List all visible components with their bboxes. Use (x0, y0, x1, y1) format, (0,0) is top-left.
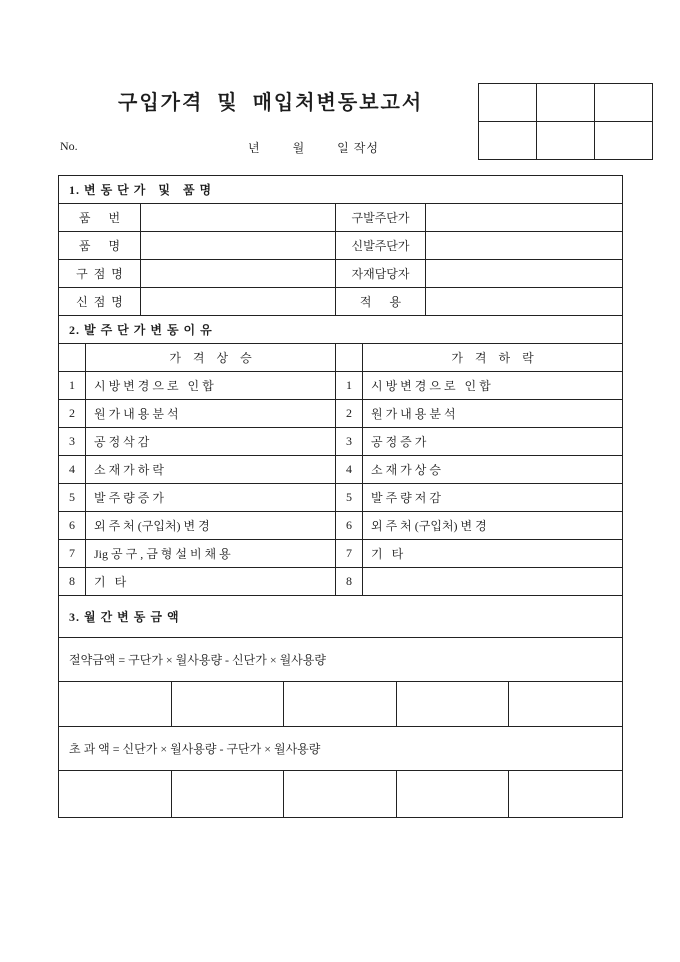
reason-number: 2 (59, 400, 86, 428)
reason-number: 1 (336, 372, 363, 400)
date-line: 년 월 일 작성 (248, 141, 379, 155)
reason-number: 3 (59, 428, 86, 456)
number-cell (336, 344, 363, 372)
reason-number: 4 (336, 456, 363, 484)
field-label: 자재담당자 (336, 260, 426, 288)
approval-cell (595, 122, 653, 160)
amount-cell (397, 682, 509, 727)
saving-amount-row (59, 682, 623, 727)
reason-row (59, 372, 623, 400)
section2-heading: 2. 발 주 단 가 변 동 이 유 (59, 316, 623, 344)
field-row (59, 260, 623, 288)
saving-formula-row (59, 638, 623, 682)
field-value-cell (426, 204, 623, 232)
reason-text: 공 정 증 가 (363, 428, 623, 456)
reason-text: 원 가 내 용 분 석 (363, 400, 623, 428)
reason-number: 2 (336, 400, 363, 428)
excess-formula-row (59, 727, 623, 771)
reason-text: 기 타 (86, 568, 336, 596)
reason-text: 외 주 처 (구입처) 변 경 (363, 512, 623, 540)
reason-text: 소 재 가 하 락 (86, 456, 336, 484)
section3-heading: 3. 월 간 변 동 금 액 (59, 596, 623, 638)
amount-cell (509, 682, 623, 727)
field-value-cell (141, 288, 336, 316)
field-value-cell (141, 260, 336, 288)
field-label: 품 번 (59, 204, 141, 232)
field-row (59, 204, 623, 232)
reason-number: 7 (336, 540, 363, 568)
number-cell (59, 344, 86, 372)
approval-cell (479, 84, 537, 122)
field-value-cell (141, 232, 336, 260)
field-value-cell (426, 260, 623, 288)
reason-text: 시 방 변 경 으 로 인 합 (86, 372, 336, 400)
reason-row (59, 428, 623, 456)
reason-text: 발 주 량 증 가 (86, 484, 336, 512)
reason-row (59, 484, 623, 512)
reason-number: 8 (336, 568, 363, 596)
reason-text: 발 주 량 저 감 (363, 484, 623, 512)
field-value-cell (426, 288, 623, 316)
price-increase-header: 가 격 상 승 (86, 344, 336, 372)
reason-text (363, 568, 623, 596)
approval-cell (595, 84, 653, 122)
field-label: 적 용 (336, 288, 426, 316)
reason-text: 공 정 삭 감 (86, 428, 336, 456)
amount-cell (59, 771, 172, 818)
saving-formula: 절약금액 = 구단가 × 월사용량 - 신단가 × 월사용량 (59, 638, 623, 682)
reason-row (59, 400, 623, 428)
reason-row (59, 540, 623, 568)
main-form (58, 175, 622, 818)
reason-number: 6 (336, 512, 363, 540)
reason-number: 5 (336, 484, 363, 512)
reason-row (59, 512, 623, 540)
reason-number: 8 (59, 568, 86, 596)
excess-amount-row (59, 771, 623, 818)
reason-table (58, 315, 623, 596)
section2-heading-row (59, 316, 623, 344)
field-row (59, 288, 623, 316)
price-decrease-header: 가 격 하 락 (363, 344, 623, 372)
field-label: 구발주단가 (336, 204, 426, 232)
reason-number: 6 (59, 512, 86, 540)
reason-row (59, 568, 623, 596)
field-value-cell (141, 204, 336, 232)
reason-text: 외 주 처 (구입처) 변 경 (86, 512, 336, 540)
amount-cell (59, 682, 172, 727)
amount-cell (509, 771, 623, 818)
reason-number: 7 (59, 540, 86, 568)
reason-number: 3 (336, 428, 363, 456)
field-label: 신발주단가 (336, 232, 426, 260)
reason-text: 시 방 변 경 으 로 인 합 (363, 372, 623, 400)
field-label: 구 점 명 (59, 260, 141, 288)
reason-text: 소 재 가 상 승 (363, 456, 623, 484)
reason-number: 4 (59, 456, 86, 484)
reason-text: Jig 공 구 , 금 형 설 비 채 용 (86, 540, 336, 568)
field-row (59, 232, 623, 260)
amount-cell (284, 771, 397, 818)
section3-heading-row (59, 596, 623, 638)
reason-row (59, 456, 623, 484)
amount-cell (284, 682, 397, 727)
excess-formula: 초 과 액 = 신단가 × 월사용량 - 구단가 × 월사용량 (59, 727, 623, 771)
amount-cell (172, 682, 284, 727)
approval-cell (537, 122, 595, 160)
field-label: 품 명 (59, 232, 141, 260)
section1-heading: 1. 변 동 단 가 및 품 명 (59, 176, 623, 204)
approval-box (478, 83, 653, 160)
reason-text: 원 가 내 용 분 석 (86, 400, 336, 428)
amount-table (58, 595, 623, 818)
price-header-row (59, 344, 623, 372)
approval-row (479, 84, 653, 122)
approval-cell (537, 84, 595, 122)
reason-number: 1 (59, 372, 86, 400)
reason-text: 기 타 (363, 540, 623, 568)
document-number-label: No. (60, 139, 78, 153)
reason-number: 5 (59, 484, 86, 512)
amount-cell (172, 771, 284, 818)
approval-row (479, 122, 653, 160)
item-info-table (58, 175, 623, 316)
field-value-cell (426, 232, 623, 260)
amount-cell (397, 771, 509, 818)
approval-cell (479, 122, 537, 160)
page-title: 구입가격 및 매입처변동보고서 (118, 92, 424, 114)
section1-heading-row (59, 176, 623, 204)
field-label: 신 점 명 (59, 288, 141, 316)
